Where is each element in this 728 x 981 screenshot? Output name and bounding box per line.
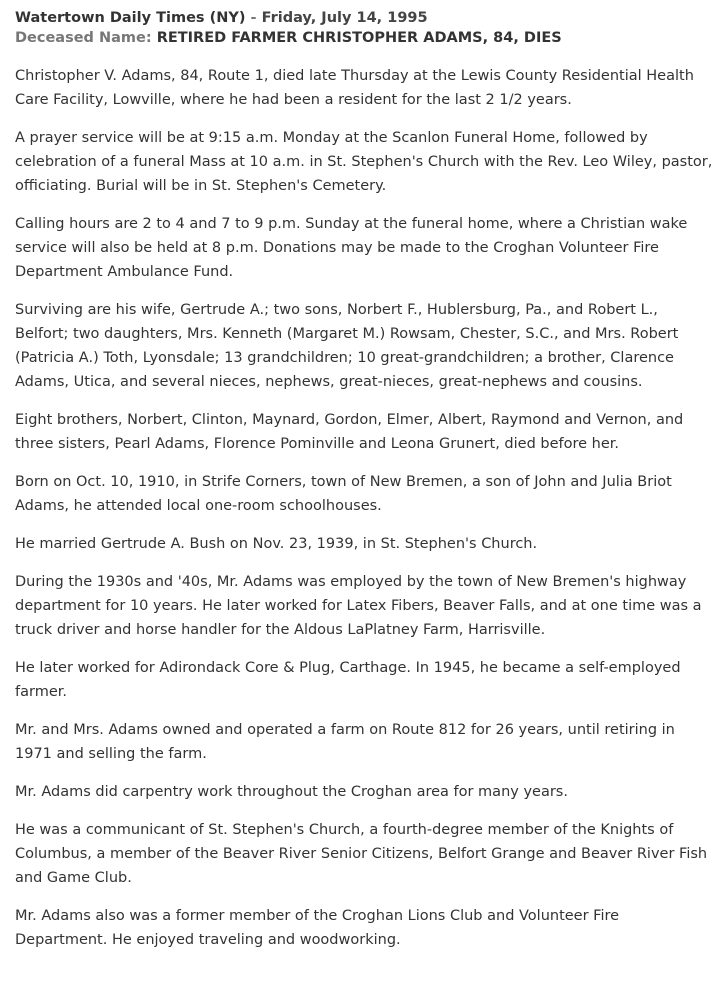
paragraph: Surviving are his wife, Gertrude A.; two sons, Norbert F., Hublersburg, Pa., and Robert L., Belfort; two daughters, Mrs. Kenneth (Margaret M.) Rowsam, Chester, S.C., and Mrs. Robert (Patricia A.) Toth, Lyonsdale; 13 grandchildren; 10 great-grandchildren; a brother, Clarence Adams, Utica, and several nieces, nephews, great-nieces, great-nephews and cousins. <box>15 302 679 390</box>
publication-date: Friday, July 14, 1995 <box>261 10 428 26</box>
publication-name: Watertown Daily Times (NY) <box>15 10 246 26</box>
header-separator: - <box>245 10 262 26</box>
paragraph: He was a communicant of St. Stephen's Church, a fourth-degree member of the Knights of Columbus, a member of the Beaver River Senior Citizens, Belfort Grange and Beaver River Fish and Game Club. <box>15 822 708 886</box>
paragraph: A prayer service will be at 9:15 a.m. Monday at the Scanlon Funeral Home, followed by celebration of a funeral Mass at 10 a.m. in St. Stephen's Church with the Rev. Leo Wiley, pastor, officiating. Burial will be in St. Stephen's Cemetery. <box>15 130 713 194</box>
paragraph: Christopher V. Adams, 84, Route 1, died late Thursday at the Lewis County Residential Health Care Facility, Lowville, where he had been a resident for the last 2 1/2 years. <box>15 68 694 108</box>
paragraph: Mr. Adams also was a former member of the Croghan Lions Club and Volunteer Fire Department. He enjoyed traveling and woodworking. <box>15 908 620 948</box>
paragraph: Eight brothers, Norbert, Clinton, Maynard, Gordon, Elmer, Albert, Raymond and Vernon, and three sisters, Pearl Adams, Florence Pominville and Leona Grunert, died before her. <box>15 412 684 452</box>
publication-line <box>15 8 714 28</box>
paragraph: During the 1930s and '40s, Mr. Adams was employed by the town of New Bremen's highway department for 10 years. He later worked for Latex Fibers, Beaver Falls, and at one time was a truck driver and horse handler for the Aldous LaPlatney Farm, Harrisville. <box>15 574 702 638</box>
paragraph: Born on Oct. 10, 1910, in Strife Corners, town of New Bremen, a son of John and Julia Briot Adams, he attended local one-room schoolhouses. <box>15 474 672 514</box>
paragraph: Mr. and Mrs. Adams owned and operated a farm on Route 812 for 26 years, until retiring in 1971 and selling the farm. <box>15 722 675 762</box>
deceased-label: Deceased Name: <box>15 30 152 46</box>
deceased-name: RETIRED FARMER CHRISTOPHER ADAMS, 84, DIES <box>156 30 562 46</box>
obituary-body <box>15 64 714 952</box>
paragraph: He later worked for Adirondack Core & Plug, Carthage. In 1945, he became a self-employed farmer. <box>15 660 681 700</box>
paragraph: He married Gertrude A. Bush on Nov. 23, 1939, in St. Stephen's Church. <box>15 536 538 552</box>
paragraph: Calling hours are 2 to 4 and 7 to 9 p.m. Sunday at the funeral home, where a Christian wake service will also be held at 8 p.m. Donations may be made to the Croghan Volunteer Fire Department Ambulance Fund. <box>15 216 688 280</box>
paragraph: Mr. Adams did carpentry work throughout the Croghan area for many years. <box>15 784 568 800</box>
deceased-line <box>15 28 714 48</box>
